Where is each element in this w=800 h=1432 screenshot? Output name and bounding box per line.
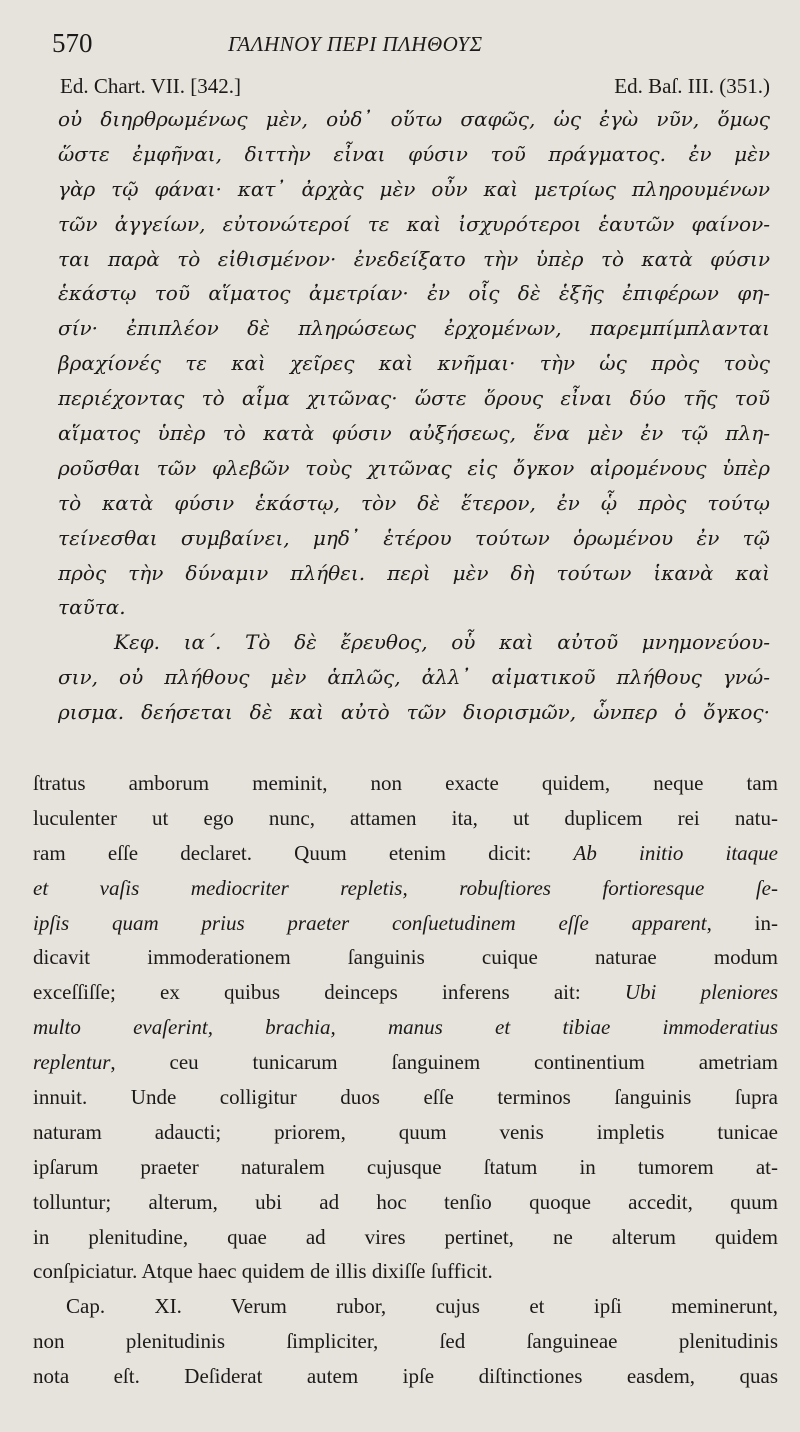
latin-text-run: , in- <box>706 910 778 935</box>
latin-italic-quote: et vaſis mediocriter repletis, robuſtiores fortioresque ſe- <box>33 875 778 900</box>
greek-line: τείνεσθαι συμβαίνει, μηδ᾽ ἑτέρου τούτων ὁρωμένου ἐν τῷ <box>58 525 770 550</box>
greek-line: ὥστε ἐμφῆναι, διττὴν εἶναι φύσιν τοῦ πράγματος. ἐν μὲν <box>58 141 770 166</box>
latin-italic-quote: ipſis quam prius praeter conſuetudinem eſſe apparent <box>33 910 707 935</box>
latin-line: dicavit immoderationem ſanguinis cuique naturae modum <box>33 945 778 970</box>
latin-line: luculenter ut ego nunc, attamen ita, ut duplicem rei natu- <box>33 805 778 830</box>
latin-text-run: , ceu tunicarum ſanguinem continentium ametriam <box>110 1050 778 1075</box>
latin-text <box>33 766 778 1394</box>
latin-line: conſpiciatur. Atque haec quidem de illis dixiſſe ſufficit. <box>33 1259 493 1284</box>
latin-line: ipſarum praeter naturalem cujusque ſtatum in tumorem at- <box>33 1154 778 1179</box>
latin-line: ſtratus amborum meminit, non exacte quidem, neque tam <box>33 771 778 795</box>
greek-line: γὰρ τῷ φάναι· κατ᾽ ἀρχὰς μὲν οὖν καὶ μετρίως πληρουμένων <box>58 176 770 201</box>
latin-text-run: ram eſſe declaret. Quum etenim dicit: <box>33 840 574 865</box>
edition-chartier: Ed. Chart. VII. [342.] <box>60 74 241 98</box>
greek-line: αἵματος ὑπὲρ τὸ κατὰ φύσιν αὐξήσεως, ἕνα μὲν ἐν τῷ πλη- <box>58 421 770 446</box>
latin-line: naturam adaucti; priorem, quum venis impletis tunicae <box>33 1119 778 1144</box>
greek-line: τὸ κατὰ φύσιν ἑκάστῳ, τὸν δὲ ἕτερον, ἐν ᾧ πρὸς τούτῳ <box>58 490 770 515</box>
latin-line <box>33 836 778 871</box>
greek-line: πρὸς τὴν δύναμιν πλήθει. περὶ μὲν δὴ τούτων ἱκανὰ καὶ <box>58 560 770 585</box>
greek-chapter-heading-line: Κεφ. ια΄. Τὸ δὲ ἔρευθος, οὗ καὶ αὐτοῦ μνημονεύου- <box>114 630 770 655</box>
latin-italic-quote: Ubi pleniores <box>624 980 778 1005</box>
greek-line: σίν· ἐπιπλέον δὲ πληρώσεως ἐρχομένων, παρεμπίμπλανται <box>58 316 770 341</box>
greek-line: σιν, οὐ πλήθους μὲν ἁπλῶς, ἀλλ᾽ αἱματικοῦ πλήθους γνώ- <box>58 665 770 690</box>
running-head <box>0 20 800 70</box>
running-title: ΓΑΛΗΝΟΥ ΠΕΡΙ ΠΛΗΘΟΥΣ <box>228 32 483 56</box>
greek-line: ροῦσθαι τῶν φλεβῶν τοὺς χιτῶνας εἰς ὄγκον αἰρομένους ὑπὲρ <box>58 455 770 480</box>
latin-chapter-heading-line: Cap. XI. Verum rubor, cujus et ipſi meminerunt, <box>66 1294 778 1319</box>
greek-line: περιέχοντας τὸ αἷμα χιτῶνας· ὥστε ὅρους εἶναι δύο τῆς τοῦ <box>58 386 770 411</box>
latin-line <box>33 975 778 1010</box>
latin-italic-quote: replentur <box>33 1050 111 1075</box>
greek-line: οὐ διηρθρωμένως μὲν, οὐδ᾽ οὕτω σαφῶς, ὡς ἐγὼ νῦν, ὅμως <box>58 107 770 131</box>
latin-italic-quote: multo evaſerint, brachia, manus et tibiae immoderatius <box>33 1015 778 1040</box>
latin-italic-quote: Ab initio itaque <box>573 840 778 865</box>
greek-line: ἑκάστῳ τοῦ αἵματος ἀμετρίαν· ἐν οἷς δὲ ἑξῆς ἐπιφέρων φη- <box>58 281 770 306</box>
greek-line: τῶν ἀγγείων, εὐτονώτεροί τε καὶ ἰσχυρότεροι ἑαυτῶν φαίνον- <box>58 211 770 236</box>
latin-line: nota eſt. Deſiderat autem ipſe diſtinctiones easdem, quas <box>33 1364 778 1389</box>
page-number: 570 <box>52 28 93 58</box>
latin-line: in plenitudine, quae ad vires pertinet, ne alterum quidem <box>33 1224 778 1249</box>
latin-line: tolluntur; alterum, ubi ad hoc tenſio quoque accedit, quum <box>33 1189 778 1214</box>
greek-line: ται παρὰ τὸ εἰθισμένον· ἐνεδείξατο τὴν ὑπὲρ τὸ κατὰ φύσιν <box>58 246 770 271</box>
latin-line: non plenitudinis ſimpliciter, ſed ſanguineae plenitudinis <box>33 1329 778 1354</box>
edition-line <box>60 74 770 104</box>
greek-line: ταῦτα. <box>58 595 126 620</box>
edition-basel: Ed. Baſ. III. (351.) <box>614 74 770 98</box>
latin-line <box>33 1045 778 1080</box>
latin-line <box>33 906 778 941</box>
latin-text-run: exceſſiſſe; ex quibus deinceps inferens ait: <box>33 980 625 1005</box>
greek-line: ρισμα. δεήσεται δὲ καὶ αὐτὸ τῶν διορισμῶν, ὧνπερ ὁ ὄγκος· <box>58 700 770 725</box>
latin-line: innuit. Unde colligitur duos eſſe terminos ſanguinis ſupra <box>33 1085 778 1110</box>
greek-text <box>58 102 770 730</box>
greek-line: βραχίονές τε καὶ χεῖρες καὶ κνῆμαι· τὴν ὡς πρὸς τοὺς <box>58 351 770 376</box>
